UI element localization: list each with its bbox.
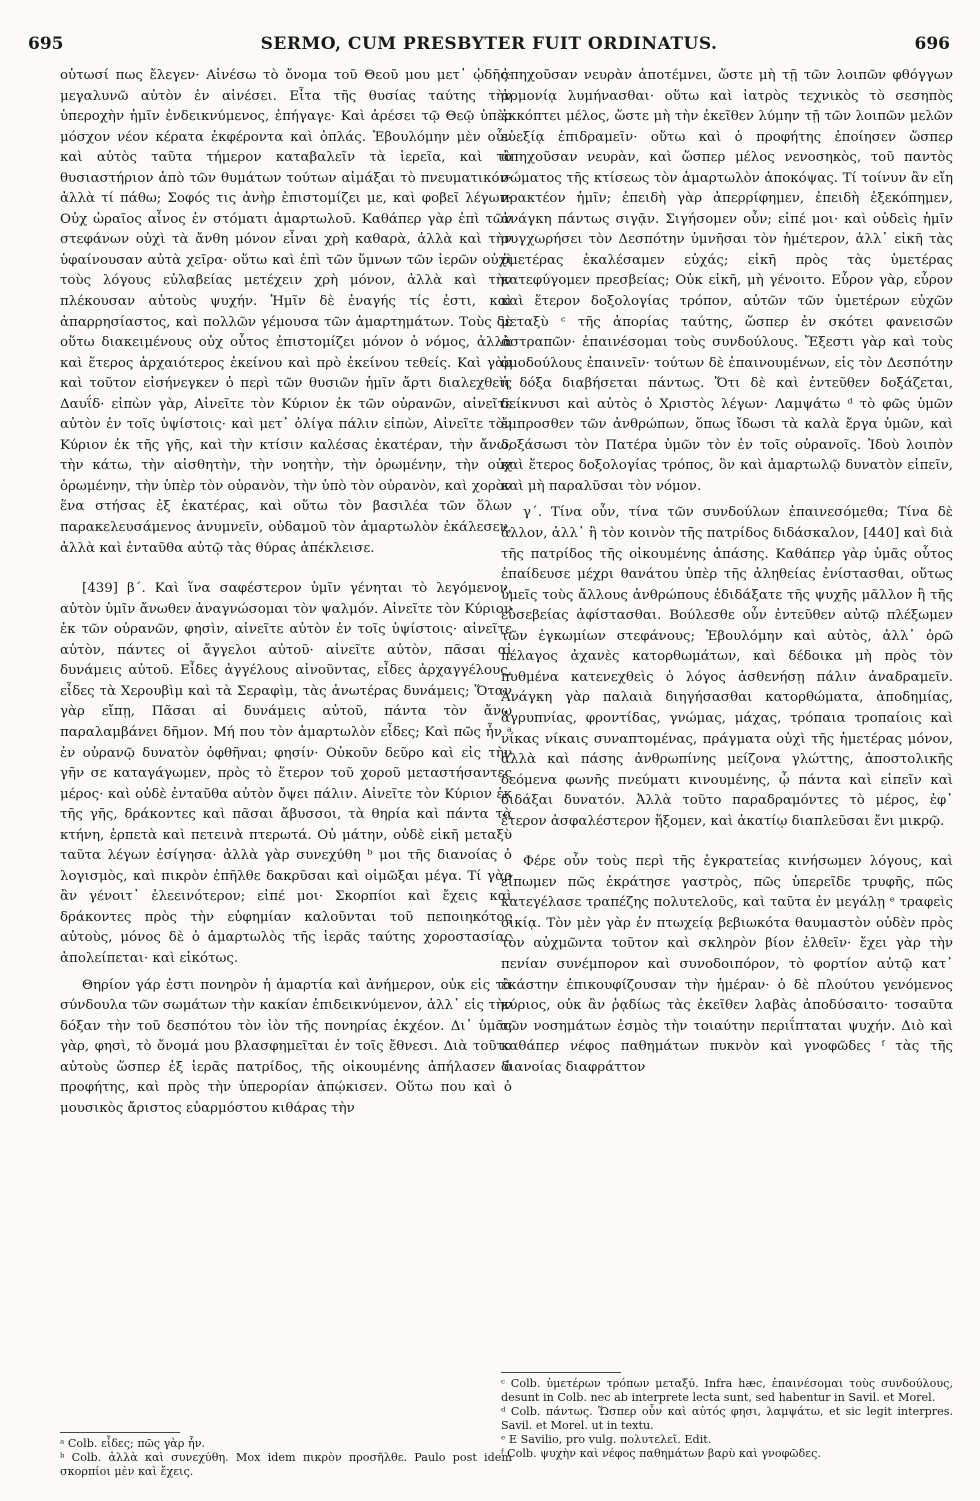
page-number-right: 696 bbox=[914, 34, 950, 54]
left-paragraph-2: [439] β΄. Καὶ ἵνα σαφέστερον ὑμῖν γένηται τὸ λεγόμενον, αὐτὸν ὑμῖν ἄνωθεν ἀναγνώσομαι τὸν ψαλμόν. Αἰνεῖτε τὸν Κύριον ἐκ τῶν οὐρανῶν, φησὶν, αἰνεῖτε αὐτὸν ἐν τοῖς ὑψίστοις· αἰνεῖτε αὐτὸν, πάντες οἱ ἄγγελοι αὐτοῦ· αἰνεῖτε αὐτὸν, πᾶσαι αἱ δυνάμεις αὐτοῦ. Εἶδες ἀγγέλους αἰνοῦντας, εἶδες ἀρχαγγέλους, εἶδες τὰ Χερουβὶμ καὶ τὰ Σεραφὶμ, τὰς ἀνωτέρας δυνάμεις; Ὅταν γὰρ εἴπῃ, Πᾶσαι αἱ δυνάμεις αὐτοῦ, πάντα τὸν ἄνω παραλαμβάνει δῆμον. Μή που τὸν ἁμαρτωλὸν εἶδες; Καὶ πῶς ἦν ᵃ ἐν οὐρανῷ δυνατὸν ὀφθῆναι; φησίν· Οὐκοῦν δεῦρο καὶ εἰς τὴν γῆν σε καταγάγωμεν, πρὸς τὸ ἕτερον τοῦ χοροῦ μεταστήσαντες μέρος· καὶ οὐδὲ ἐνταῦθα αὐτὸν ὄψει πάλιν. Αἰνεῖτε τὸν Κύριον ἐκ τῆς γῆς, δράκοντες καὶ πᾶσαι ἄβυσσοι, τὰ θηρία καὶ πάντα τὰ κτήνη, ἑρπετὰ καὶ πετεινὰ πτερωτά. Οὐ μάτην, οὐδὲ εἰκῆ μεταξὺ ταῦτα λέγων ἐσίγησα· ἀλλὰ γὰρ συνεχύθη ᵇ μοι τῆς διανοίας ὁ λογισμὸς, καὶ πικρὸν ἐπῆλθε δακρῦσαι καὶ οἰμῶξαι μέγα. Τί γὰρ ἂν γένοιτ᾽ ἐλεεινότερον; εἰπέ μοι· Σκορπίοι καὶ ἔχεις καὶ δράκοντες πρὸς τὴν εὐφημίαν καλοῦνται τοῦ πεποιηκότος αὐτοὺς, μόνος δὲ ὁ ἁμαρτωλὸς τῆς ἱερᾶς ταύτης χοροστασίας ἀπολείπεται· καὶ εἰκότως. bbox=[60, 581, 512, 966]
footnote-f: ᶠ Colb. ψυχὴν καὶ νέφος παθημάτων βαρὺ καὶ γνοφῶδες. bbox=[501, 1447, 821, 1460]
left-paragraph-3: Θηρίον γάρ ἐστι πονηρὸν ἡ ἁμαρτία καὶ ἀνήμερον, οὐκ εἰς τὰ σύνδουλα τῶν σωμάτων τὴν κακίαν ἐπιδεικνύμενον, ἀλλ᾽ εἰς τὴν δόξαν τὴν τοῦ δεσπότου τὸν ἰὸν τῆς πονηρίας ἐκχέον. Δι᾽ ὑμᾶς γὰρ, φησὶ, τὸ ὄνομά μου βλασφημεῖται ἐν τοῖς ἔθνεσι. Διὰ τοῦτο αὐτοὺς ὥσπερ ἐξ ἱερᾶς πατρίδος, τῆς οἰκουμένης ἀπήλασεν ὁ προφήτης, καὶ πρὸς τὴν ὑπερορίαν ἀπῴκισεν. Οὕτω που καὶ ὁ μουσικὸς ἄριστος εὐαρμόστου κιθάρας τὴν bbox=[60, 977, 512, 1116]
footnotes-right bbox=[501, 1372, 953, 1461]
footnotes-left bbox=[60, 1432, 512, 1479]
right-paragraph-1: ἀπηχοῦσαν νευρὰν ἀποτέμνει, ὥστε μὴ τῇ τῶν λοιπῶν φθόγγων ἁρμονίᾳ λυμήνασθαι· οὕτω καὶ ἰατρὸς τεχνικὸς τὸ σεσηπὸς ἐκκόπτει μέλος, ὥστε μὴ τὴν ἐκεῖθεν λύμην τῇ τῶν λοιπῶν μελῶν εὐεξίᾳ ἐπιδραμεῖν· οὕτω καὶ ὁ προφήτης ἐποίησεν ὥσπερ ἀπηχοῦσαν νευρὰν, καὶ ὥσπερ μέλος νενοσηκὸς, τοῦ παντὸς σώματος τῆς κτίσεως τὸν ἁμαρτωλὸν ἀποκόψας. Τί τοίνυν ἂν εἴη πρακτέον ἡμῖν; ἐπειδὴ γὰρ ἀπερρίφημεν, ἐπειδὴ ἐξεκόπημεν, ἀνάγκη πάντως σιγᾷν. Σιγήσομεν οὖν; εἰπέ μοι· καὶ οὐδεὶς ἡμῖν συγχωρήσει τὸν Δεσπότην ὑμνῆσαι τὸν ἡμέτερον, ἀλλ᾽ εἰκῆ τὰς ὑμετέρας ἐκαλέσαμεν εὐχάς; εἰκῆ πρὸς τὰς ὑμετέρας κατεφύγομεν πρεσβείας; Οὐκ εἰκῆ, μὴ γένοιτο. Εὗρον γὰρ, εὗρον καὶ ἕτερον δοξολογίας τρόπον, αὐτῶν τῶν ὑμετέρων εὐχῶν μεταξὺ ᶜ τῆς ἀπορίας ταύτης, ὥσπερ ἐν σκότει φανεισῶν ἀστραπῶν· ἐπαινέσομαι τοὺς συνδούλους. Ἔξεστι γὰρ καὶ τοὺς ὁμοδούλους ἐπαινεῖν· τούτων δὲ ἐπαινουμένων, εἰς τὸν Δεσπότην ἡ δόξα διαβήσεται πάντως. Ὅτι δὲ καὶ ἐντεῦθεν δοξάζεται, δείκνυσι καὶ αὐτὸς ὁ Χριστὸς λέγων· Λαμψάτω ᵈ τὸ φῶς ὑμῶν ἔμπροσθεν τῶν ἀνθρώπων, ὅπως ἴδωσι τὰ καλὰ ἔργα ὑμῶν, καὶ δοξάσωσι τὸν Πατέρα ὑμῶν τὸν ἐν τοῖς οὐρανοῖς. Ἰδοὺ λοιπὸν καὶ ἕτερος δοξολογίας τρόπος, ὃν καὶ ἁμαρτωλῷ δυνατὸν εἰπεῖν, καὶ μὴ παραλῦσαι τὸν νόμον. bbox=[501, 68, 953, 494]
right-column bbox=[501, 66, 953, 1078]
left-paragraph-1: οὑτωσί πως ἔλεγεν· Αἰνέσω τὸ ὄνομα τοῦ Θεοῦ μου μετ᾽ ᾠδῆς· μεγαλυνῶ αὐτὸν ἐν αἰνέσει. Εἶτα τῆς θυσίας ταύτης τὴν ὑπεροχὴν ἡμῖν ἐνδεικνύμενος, ἐπήγαγε· Καὶ ἀρέσει τῷ Θεῷ ὑπὲρ μόσχον νέον κέρατα ἐκφέροντα καὶ ὁπλάς. Ἐβουλόμην μὲν οὖν καὶ αὐτὸς ταῦτα τήμερον καταβαλεῖν τὰ ἱερεῖα, καὶ τὸ θυσιαστήριον ἀπὸ τῶν θυμάτων τούτων αἱμάξαι τὸ πνευματικόν· ἀλλὰ τί πάθω; Σοφός τις ἀνὴρ ἐπιστομίζει με, καὶ φοβεῖ λέγων· Οὐχ ὡραῖος αἶνος ἐν στόματι ἁμαρτωλοῦ. Καθάπερ γὰρ ἐπὶ τῶν στεφάνων οὐχὶ τὰ ἄνθη μόνον εἶναι χρὴ καθαρὰ, ἀλλὰ καὶ τὴν ὑφαίνουσαν αὐτὰ χεῖρα· οὕτω καὶ ἐπὶ τῶν ὕμνων τῶν ἱερῶν οὐχὶ τοὺς λόγους εὐλαβείας μετέχειν χρὴ μόνον, ἀλλὰ καὶ τὴν πλέκουσαν αὐτοὺς ψυχήν. Ἡμῖν δὲ ἐναγής τίς ἐστι, καὶ ἀπαρρησίαστος, καὶ πολλῶν γέμουσα τῶν ἁμαρτημάτων. Τοὺς δὲ οὕτω διακειμένους οὐχ οὗτος ἐπιστομίζει μόνον ὁ νόμος, ἀλλὰ καὶ ἕτερος ἀρχαιότερος ἐκείνου καὶ πρὸ ἐκείνου τεθείς. Καὶ γὰρ καὶ τοῦτον εἰσήνεγκεν ὁ περὶ τῶν θυσιῶν ἡμῖν ἄρτι διαλεχθεὶς Δαυΐδ· εἰπὼν γὰρ, Αἰνεῖτε τὸν Κύριον ἐκ τῶν οὐρανῶν, αἰνεῖτε αὐτὸν ἐν τοῖς ὑψίστοις· καὶ μετ᾽ ὀλίγα πάλιν εἰπὼν, Αἰνεῖτε τὸν Κύριον ἐκ τῆς γῆς, καὶ τὴν κτίσιν καλέσας ἑκατέραν, τὴν ἄνω, τὴν κάτω, τὴν αἰσθητὴν, τὴν νοητὴν, τὴν ὁρωμένην, τὴν οὐχ ὁρωμένην, τὴν ὑπὲρ τὸν οὐρανὸν, τὴν ὑπὸ τὸν οὐρανὸν, καὶ χορὸν ἕνα στήσας ἐξ ἑκατέρας, καὶ οὕτω τὸν βασιλέα τῶν ὅλων παρακελευσάμενος ἀνυμνεῖν, οὐδαμοῦ τὸν ἁμαρτωλὸν ἐκάλεσεν, ἀλλὰ καὶ ἐνταῦθα αὐτῷ τὰς θύρας ἀπέκλεισε. bbox=[60, 68, 512, 556]
footnote-rule bbox=[60, 1432, 180, 1433]
running-title: SERMO, CUM PRESBYTER FUIT ORDINATUS. bbox=[260, 34, 718, 54]
page-number-left: 695 bbox=[28, 34, 64, 54]
page-header bbox=[28, 34, 950, 56]
footnote-e: ᵉ E Savilio, pro vulg. πολυτελεῖ. Edit. bbox=[501, 1433, 712, 1446]
left-column bbox=[60, 66, 512, 1119]
footnote-c: ᶜ Colb. ὑμετέρων τρόπων μεταξύ. Infra hæc, ἐπαινέσομαι τοὺς συνδούλους, desunt in Colb. nec ab interprete lecta sunt, sed habentur in Savil. et Morel. bbox=[501, 1377, 953, 1404]
footnote-a: ᵃ Colb. εἶδες; πῶς γὰρ ἦν. bbox=[60, 1437, 206, 1450]
footnote-rule bbox=[501, 1372, 621, 1373]
right-paragraph-2: γ΄. Τίνα οὖν, τίνα τῶν συνδούλων ἐπαινεσόμεθα; Τίνα δὲ ἄλλον, ἀλλ᾽ ἢ τὸν κοινὸν τῆς πατρίδος διδάσκαλον, [440] καὶ διὰ τῆς πατρίδος τῆς οἰκουμένης ἁπάσης. Καθάπερ γὰρ ὑμᾶς οὗτος ἐπαίδευσε μέχρι θανάτου ὑπὲρ τῆς ἀληθείας ἐνίστασθαι, οὕτως ὑμεῖς τοὺς ἄλλους ἀνθρώπους ἐδιδάξατε τῆς ψυχῆς μᾶλλον ἢ τῆς εὐσεβείας ἀφίστασθαι. Βούλεσθε οὖν ἐντεῦθεν αὐτῷ πλέξωμεν τῶν ἐγκωμίων στεφάνους; Ἐβουλόμην καὶ αὐτὸς, ἀλλ᾽ ὁρῶ πέλαγος ἀχανὲς κατορθωμάτων, καὶ δέδοικα μὴ πρὸς τὸν πυθμένα κατενεχθεὶς ὁ λόγος ἀσθενήσῃ πάλιν ἀναδραμεῖν. Ἀνάγκη γὰρ παλαιὰ διηγήσασθαι κατορθώματα, ἀποδημίας, ἀγρυπνίας, φροντίδας, γνώμας, μάχας, τρόπαια τροπαίοις καὶ νίκας νίκαις συναπτομένας, πράγματα οὐχὶ τῆς ἡμετέρας μόνον, ἀλλὰ καὶ πάσης ἀνθρωπίνης μείζονα γλώττης, ἀποστολικῆς δεόμενα φωνῆς πνεύματι κινουμένης, ᾧ πάντα καὶ εἰπεῖν καὶ διδάξαι δυνατόν. Ἀλλὰ τοῦτο παραδραμόντες τὸ μέρος, ἐφ᾽ ἕτερον ἀσφαλέστερον ἥξομεν, καὶ ἀκατίῳ διαπλεῦσαι ἔνι μικρῷ. bbox=[501, 505, 953, 829]
right-paragraph-3: Φέρε οὖν τοὺς περὶ τῆς ἐγκρατείας κινήσωμεν λόγους, καὶ εἴπωμεν πῶς ἐκράτησε γαστρὸς, πῶς ὑπερεῖδε τρυφῆς, πῶς κατεγέλασε τραπέζης πολυτελοῦς, καὶ ταῦτα ἐν μεγάλῃ ᵉ τραφεὶς οἰκίᾳ. Τὸν μὲν γὰρ ἐν πτωχείᾳ βεβιωκότα θαυμαστὸν οὐδὲν πρὸς τὸν αὐχμῶντα τοῦτον καὶ σκληρὸν βίον ἐλθεῖν· ἔχει γὰρ τὴν πενίαν συνέμπορον καὶ συνοδοιπόρον, τὸ φορτίον αὐτῷ κατ᾽ ἑκάστην ἐπικουφίζουσαν τὴν ἡμέραν· ὁ δὲ πλούτου γενόμενος κύριος, οὐκ ἂν ῥᾳδίως τὰς ἐκεῖθεν λαβὰς ἀποδύσαιτο· τοσαῦτα τῶν νοσημάτων ἐσμὸς τὴν τοιαύτην περιΐπταται ψυχήν. Διὸ καὶ καθάπερ νέφος παθημάτων πυκνὸν καὶ γνοφῶδες ᶠ τὰς τῆς διανοίας διαφράττον bbox=[501, 854, 953, 1075]
footnote-d: ᵈ Colb. πάντως. Ὥσπερ οὖν καὶ αὐτός φησι, λαμψάτω, et sic legit interpres. Savil. et Morel. ut in textu. bbox=[501, 1405, 953, 1432]
footnote-b: ᵇ Colb. ἀλλὰ καὶ συνεχύθη. Mox idem πικρὸν προσῆλθε. Paulo post idem σκορπίοι μὲν καὶ ἔχεις. bbox=[60, 1451, 512, 1478]
